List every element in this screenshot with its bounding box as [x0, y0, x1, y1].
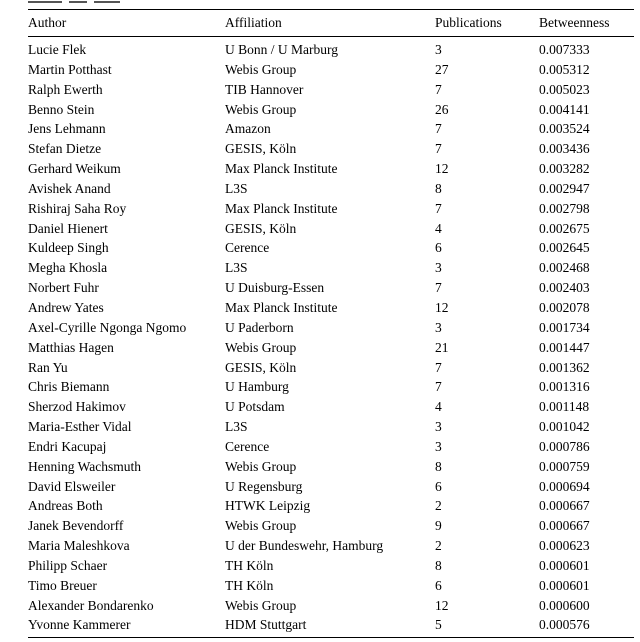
cell-publications: 7	[435, 141, 442, 157]
cell-affiliation: HDM Stuttgart	[225, 615, 435, 637]
cell-affiliation: Webis Group	[225, 518, 297, 534]
table-row	[28, 219, 634, 239]
cell-author: Ralph Ewerth	[28, 81, 103, 97]
cell-betweenness: 0.000601	[539, 557, 590, 573]
cell-betweenness: 0.000601	[539, 577, 590, 593]
cell-betweenness: 0.001148	[539, 399, 590, 415]
cell-affiliation: Max Planck Institute	[225, 161, 338, 177]
cell-author: Maria Maleshkova	[28, 538, 130, 554]
cell-publications: 2	[435, 498, 442, 514]
cell-author: Avishek Anand	[28, 180, 111, 196]
cell-affiliation: U der Bundeswehr, Hamburg	[225, 538, 384, 554]
cell-betweenness: 0.002403	[539, 280, 590, 296]
cell-betweenness: 0.001734	[539, 319, 590, 335]
cell-author: Benno Stein	[28, 101, 95, 117]
table-body	[28, 37, 634, 638]
cell-author: Axel-Cyrille Ngonga Ngomo	[28, 319, 187, 335]
table-row	[28, 338, 634, 358]
cell-author: Andreas Both	[28, 498, 103, 514]
clipped-caption-fragment	[28, 0, 188, 4]
cell-betweenness: 0.000786	[539, 438, 590, 454]
cell-affiliation: Webis Group	[225, 597, 297, 613]
cell-publications: 12	[435, 161, 449, 177]
cell-publications: 3	[435, 319, 442, 335]
table-row	[28, 556, 634, 576]
cell-betweenness: 0.000759	[539, 458, 590, 474]
cell-affiliation: TIB Hannover	[225, 81, 304, 97]
cell-betweenness: 0.002468	[539, 260, 590, 276]
cell-publications: 26	[435, 101, 449, 117]
cell-betweenness: 0.001042	[539, 419, 590, 435]
cell-betweenness: 0.004141	[539, 101, 590, 117]
cell-affiliation: L3S	[225, 260, 248, 276]
cell-publications: 7	[435, 379, 442, 395]
cell-affiliation: Amazon	[225, 121, 271, 137]
cell-publications: 21	[435, 339, 449, 355]
cell-author: Sherzod Hakimov	[28, 399, 126, 415]
table-row	[28, 377, 634, 397]
cell-author: Yvonne Kammerer	[28, 615, 225, 637]
cell-author: Andrew Yates	[28, 299, 104, 315]
cell-betweenness: 0.001447	[539, 339, 590, 355]
cell-affiliation: TH Köln	[225, 577, 274, 593]
cell-betweenness: 0.000667	[539, 518, 590, 534]
table-row	[28, 298, 634, 318]
table-row	[28, 457, 634, 477]
cell-author: Gerhard Weikum	[28, 161, 121, 177]
cell-author: Maria-Esther Vidal	[28, 419, 132, 435]
table-row	[28, 496, 634, 516]
cell-publications: 3	[435, 42, 442, 57]
cell-affiliation: Webis Group	[225, 101, 297, 117]
cell-affiliation: Max Planck Institute	[225, 200, 338, 216]
cell-publications: 3	[435, 260, 442, 276]
cell-affiliation: GESIS, Köln	[225, 359, 297, 375]
header-row	[28, 10, 634, 37]
table-row	[28, 119, 634, 139]
cell-betweenness: 0.000623	[539, 538, 590, 554]
table-row	[28, 516, 634, 536]
cell-author: Rishiraj Saha Roy	[28, 200, 127, 216]
cell-affiliation: HTWK Leipzig	[225, 498, 311, 514]
table-row	[28, 80, 634, 100]
cell-affiliation: GESIS, Köln	[225, 220, 297, 236]
cell-author: Stefan Dietze	[28, 141, 102, 157]
cell-author: Ran Yu	[28, 359, 68, 375]
cell-author: Matthias Hagen	[28, 339, 114, 355]
cell-author: Lucie Flek	[28, 42, 87, 57]
cell-author: Jens Lehmann	[28, 121, 106, 137]
cell-betweenness: 0.000600	[539, 597, 590, 613]
cell-betweenness: 0.003524	[539, 121, 590, 137]
table-row	[28, 199, 634, 219]
cell-affiliation: U Paderborn	[225, 319, 294, 335]
table-row	[28, 477, 634, 497]
column-header-publications: Publications	[435, 10, 539, 37]
cell-author: Megha Khosla	[28, 260, 108, 276]
cell-publications: 27	[435, 61, 449, 77]
table-row	[28, 318, 634, 338]
table-row	[28, 159, 634, 179]
cell-betweenness: 0.005023	[539, 81, 590, 97]
cell-publications: 6	[435, 240, 442, 256]
cell-affiliation: L3S	[225, 419, 248, 435]
cell-publications: 4	[435, 220, 442, 236]
cell-betweenness: 0.000694	[539, 478, 590, 494]
column-header-affiliation: Affiliation	[225, 10, 435, 37]
cell-affiliation: Cerence	[225, 240, 270, 256]
cell-author: Daniel Hienert	[28, 220, 108, 236]
cell-publications: 3	[435, 419, 442, 435]
cell-betweenness: 0.001362	[539, 359, 590, 375]
cell-affiliation: TH Köln	[225, 557, 274, 573]
cell-betweenness: 0.001316	[539, 379, 590, 395]
cell-publications: 6	[435, 577, 442, 593]
cell-betweenness: 0.005312	[539, 61, 590, 77]
cell-author: Janek Bevendorff	[28, 518, 124, 534]
table-row	[28, 576, 634, 596]
column-header-betweenness: Betweenness	[539, 10, 634, 37]
cell-author: Timo Breuer	[28, 577, 97, 593]
cell-betweenness: 0.000667	[539, 498, 590, 514]
cell-affiliation: U Regensburg	[225, 478, 303, 494]
cell-betweenness: 0.003436	[539, 141, 590, 157]
cell-publications: 8	[435, 180, 442, 196]
cell-affiliation: U Duisburg-Essen	[225, 280, 325, 296]
cell-affiliation: Max Planck Institute	[225, 299, 338, 315]
table-row	[28, 60, 634, 80]
cell-author: Henning Wachsmuth	[28, 458, 142, 474]
cell-author: David Elsweiler	[28, 478, 116, 494]
cell-publications: 7	[435, 81, 442, 97]
table-row	[28, 417, 634, 437]
cell-publications: 5	[435, 615, 539, 637]
cell-publications: 3	[435, 438, 442, 454]
cell-author: Kuldeep Singh	[28, 240, 109, 256]
cell-author: Chris Biemann	[28, 379, 110, 395]
cell-betweenness: 0.002645	[539, 240, 590, 256]
table-row	[28, 397, 634, 417]
cell-publications: 2	[435, 538, 442, 554]
table-row	[28, 358, 634, 378]
cell-affiliation: Webis Group	[225, 339, 297, 355]
table-row	[28, 37, 634, 60]
cell-author: Philipp Schaer	[28, 557, 108, 573]
table-row	[28, 179, 634, 199]
cell-betweenness: 0.003282	[539, 161, 590, 177]
cell-publications: 7	[435, 359, 442, 375]
column-header-author: Author	[28, 10, 225, 37]
cell-publications: 4	[435, 399, 442, 415]
table-row	[28, 139, 634, 159]
cell-affiliation: Webis Group	[225, 458, 297, 474]
cell-publications: 12	[435, 597, 449, 613]
cell-publications: 7	[435, 200, 442, 216]
cell-publications: 12	[435, 299, 449, 315]
cell-betweenness: 0.002798	[539, 200, 590, 216]
cell-betweenness: 0.007333	[539, 42, 590, 57]
cell-affiliation: Webis Group	[225, 61, 297, 77]
cell-betweenness: 0.002675	[539, 220, 590, 236]
cell-publications: 7	[435, 280, 442, 296]
cell-author: Martin Potthast	[28, 61, 112, 77]
cell-betweenness: 0.002947	[539, 180, 590, 196]
table-row	[28, 536, 634, 556]
cell-author: Alexander Bondarenko	[28, 597, 154, 613]
table-row	[28, 238, 634, 258]
cell-publications: 8	[435, 557, 442, 573]
table-row	[28, 100, 634, 120]
cell-author: Norbert Fuhr	[28, 280, 99, 296]
cell-affiliation: U Hamburg	[225, 379, 289, 395]
cell-affiliation: U Potsdam	[225, 399, 285, 415]
authors-betweenness-table	[28, 9, 634, 638]
cell-publications: 7	[435, 121, 442, 137]
cell-affiliation: Cerence	[225, 438, 270, 454]
table-row	[28, 278, 634, 298]
cell-affiliation: U Bonn / U Marburg	[225, 42, 338, 57]
table-row	[28, 615, 634, 637]
cell-affiliation: GESIS, Köln	[225, 141, 297, 157]
table-header	[28, 10, 634, 37]
cell-publications: 9	[435, 518, 442, 534]
cell-publications: 8	[435, 458, 442, 474]
cell-betweenness: 0.002078	[539, 299, 590, 315]
cell-betweenness: 0.000576	[539, 615, 634, 637]
table-row	[28, 596, 634, 616]
table-row	[28, 258, 634, 278]
cell-publications: 6	[435, 478, 442, 494]
cell-author: Endri Kacupaj	[28, 438, 107, 454]
cell-affiliation: L3S	[225, 180, 248, 196]
table-row	[28, 437, 634, 457]
